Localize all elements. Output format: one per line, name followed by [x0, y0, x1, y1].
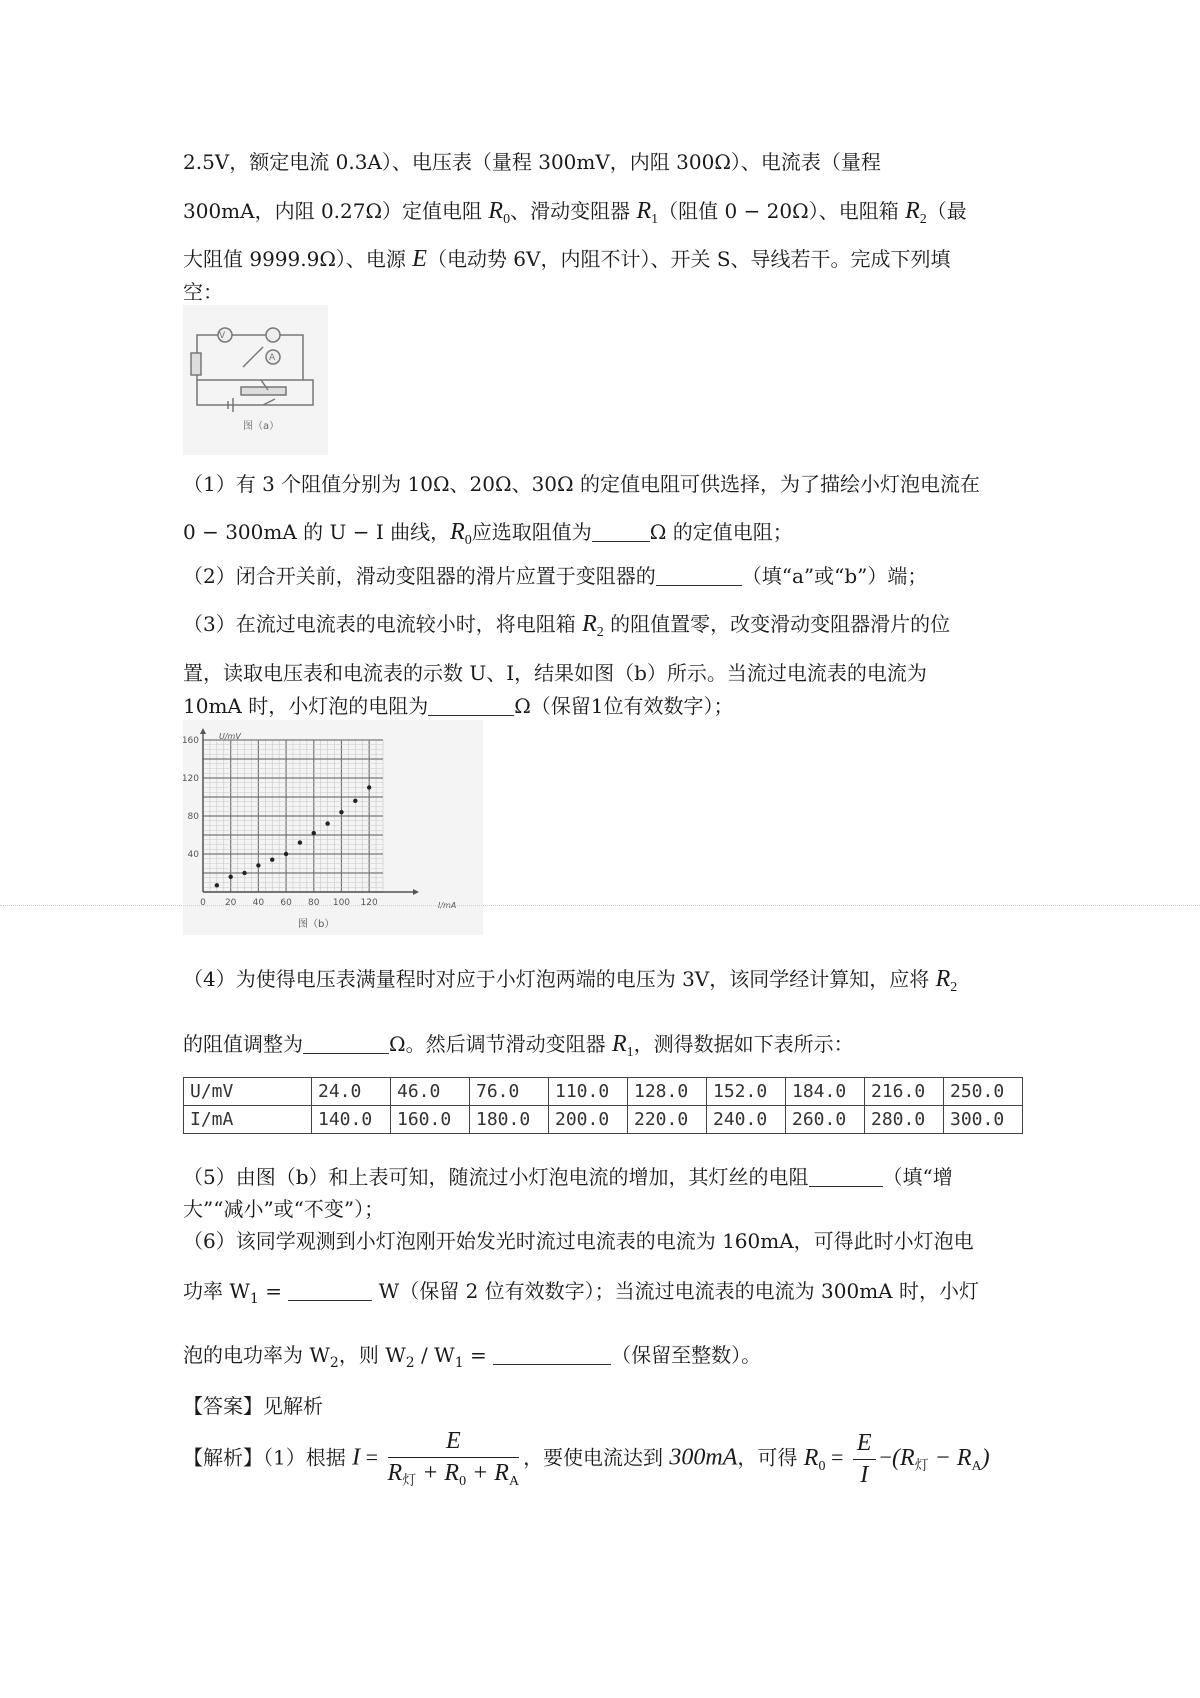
table-row-voltage [184, 1078, 1023, 1106]
y-tick-label: 80 [187, 812, 199, 822]
x-tick-label: 100 [332, 898, 351, 908]
circuit-figure [183, 305, 328, 455]
intro-line-3 [183, 245, 951, 273]
symbol-R1: $R_1$ [636, 198, 659, 227]
q3-line-3 [183, 692, 734, 720]
q6-text-3c: / W [414, 1343, 455, 1367]
q6-line-1 [183, 1227, 974, 1255]
data-point [353, 799, 357, 803]
q2-line [183, 562, 927, 590]
q6-text-2c: W（保留 2 位有效数字）；当流过电流表的电流为 300mA 时，小灯 [372, 1279, 979, 1303]
q2-text-b: （填“a”或“b”）端； [741, 564, 928, 588]
intro-text-2a: 300mA，内阻 0.27Ω）定值电阻 [183, 199, 489, 223]
data-point [256, 863, 260, 867]
symbol-R0: $R_0$ [450, 519, 472, 548]
ui-chart [183, 720, 483, 935]
symbol-R1: $R_1$ [611, 1031, 634, 1060]
table-cell: 250.0 [944, 1078, 1023, 1106]
q3-line-1 [183, 610, 950, 647]
analysis-line: 【解析】（1）根据 I = $\frac{E}{R_灯 + R_0 + R_A}$ ，要使电流达到 300mA，可得 $R_0$ = $\frac{E}{I}$ $-(R_灯 - R_A)$ [183, 1428, 990, 1489]
chart-caption: 图（b） [298, 919, 335, 930]
table-cell: 140.0 [312, 1106, 391, 1134]
symbol-R2: $R_2$ [935, 966, 958, 995]
q5-answer-blank[interactable] [809, 1166, 883, 1187]
x-axis-arrow [413, 889, 419, 895]
symbol-R0: $R_0$ [803, 1444, 826, 1474]
page-separator [0, 905, 1200, 906]
intro-text-2c: （阻值 0 − 20Ω）、电阻箱 [658, 199, 906, 223]
q3-text-1a: （3）在流过电流表的电流较小时，将电阻箱 [183, 612, 583, 636]
q1-line-2 [183, 518, 793, 555]
bracket-expression: $(R_灯 - R_A)$ [891, 1444, 990, 1474]
table-cell: 260.0 [786, 1106, 865, 1134]
y-axis-arrow [200, 728, 206, 734]
q6-text-2b: = [258, 1279, 289, 1303]
table-cell: 110.0 [549, 1078, 628, 1106]
circuit-diagram [183, 305, 328, 455]
intro-text-3a: 大阻值 9999.9Ω）、电源 [183, 247, 413, 271]
x-tick-label: 20 [224, 898, 237, 908]
q1-text-2a: 0 − 300mA 的 U − I 曲线， [183, 520, 451, 544]
analysis-text-a: （1）根据 [263, 1445, 353, 1470]
x-tick-label: 80 [308, 898, 320, 908]
intro-text-2b: 、滑动变阻器 [510, 199, 637, 223]
table-cell: 240.0 [707, 1106, 786, 1134]
table-cell: 46.0 [391, 1078, 470, 1106]
q1-text-1: （1）有 3 个阻值分别为 10Ω、20Ω、30Ω 的定值电阻可供选择，为了描绘小灯泡电流在 [183, 472, 980, 496]
table-cell: 220.0 [628, 1106, 707, 1134]
q1-answer-blank[interactable] [592, 521, 650, 542]
svg-text:V: V [219, 331, 226, 341]
q4-line-2 [183, 1030, 854, 1067]
data-point [284, 852, 288, 856]
table-row-label: U/mV [184, 1078, 312, 1106]
subscript-2: 2 [405, 1355, 415, 1371]
analysis-label: 【解析】 [183, 1445, 263, 1470]
q5-text-1b: （填“增 [882, 1165, 953, 1189]
q6-line-2 [183, 1277, 979, 1313]
subscript-2: 2 [329, 1355, 339, 1371]
fraction-E-over-I [853, 1430, 876, 1489]
q6-answer-blank-2[interactable] [493, 1344, 611, 1365]
fraction-ohm-law [388, 1428, 520, 1490]
symbol-R2: $R_2$ [905, 198, 927, 227]
symbol-R0: $R_0$ [488, 198, 511, 227]
fraction-denominator: I [860, 1461, 869, 1488]
q3-text-3b: Ω（保留1位有效数字）； [514, 694, 734, 718]
q6-text-3b: ，则 W [338, 1343, 406, 1367]
q4-line-1 [183, 965, 957, 1002]
intro-line-4 [183, 278, 223, 306]
intro-text-1: 2.5V，额定电流 0.3A）、电压表（量程 300mV，内阻 300Ω）、电流表（量程 [183, 150, 881, 174]
table-cell: 24.0 [312, 1078, 391, 1106]
intro-line-1 [183, 148, 881, 176]
q4-text-2a: 的阻值调整为 [183, 1032, 303, 1056]
fraction-denominator: $R_灯 + R_0 + R_A$ [387, 1460, 520, 1489]
data-point [242, 871, 246, 875]
q6-line-3 [183, 1341, 761, 1377]
table-cell: 300.0 [944, 1106, 1023, 1134]
q2-text-a: （2）闭合开关前，滑动变阻器的滑片应置于变阻器的 [183, 564, 656, 588]
symbol-I: I [352, 1444, 361, 1471]
q6-text-1: （6）该同学观测到小灯泡刚开始发光时流过电流表的电流为 160mA，可得此时小灯泡电 [183, 1229, 974, 1253]
table-cell: 152.0 [707, 1078, 786, 1106]
table-cell: 280.0 [865, 1106, 944, 1134]
data-point [270, 858, 274, 862]
q1-text-2b: 应选取阻值为 [471, 520, 592, 544]
data-point [228, 875, 232, 879]
x-axis-label: I/mA [438, 901, 457, 910]
answer-line [183, 1392, 323, 1420]
intro-text-4: 空： [183, 280, 223, 304]
data-table [183, 1077, 1023, 1134]
intro-line-2 [183, 197, 967, 234]
x-tick-label: 120 [360, 898, 378, 908]
q6-text-2a: 功率 W [183, 1279, 250, 1303]
q3-answer-blank[interactable] [428, 695, 514, 716]
data-point [325, 821, 329, 825]
q4-text-1a: （4）为使得电压表满量程时对应于小灯泡两端的电压为 3V，该同学经计算知，应将 [183, 967, 936, 991]
analysis-current: 300mA [669, 1444, 738, 1471]
q4-text-2c: ，测得数据如下表所示： [633, 1032, 854, 1056]
intro-text-3b: （电动势 6V，内阻不计）、开关 S、导线若干。完成下列填 [426, 247, 951, 271]
data-point [298, 840, 302, 844]
symbol-R2: $R_2$ [582, 611, 604, 640]
data-point [339, 810, 343, 814]
q1-line-1 [183, 470, 980, 498]
q5-text-1a: （5）由图（b）和上表可知，随流过小灯泡电流的增加，其灯丝的电阻 [183, 1165, 809, 1189]
chart-grid [203, 740, 383, 892]
q4-answer-blank[interactable] [303, 1033, 389, 1054]
y-axis-label: U/mV [219, 732, 241, 741]
intro-text-2d: （最 [926, 199, 967, 223]
table-cell: 76.0 [470, 1078, 549, 1106]
data-point [312, 831, 316, 835]
table-cell: 180.0 [470, 1106, 549, 1134]
y-tick-label: 120 [183, 774, 199, 784]
x-tick-label: 40 [252, 898, 265, 908]
q5-line-1 [183, 1163, 953, 1191]
y-tick-label: 160 [183, 736, 199, 746]
analysis-text-c: ，可得 [737, 1445, 804, 1470]
data-point [367, 785, 371, 789]
subscript-1: 1 [249, 1291, 259, 1307]
q6-text-3a: 泡的电功率为 W [183, 1343, 330, 1367]
symbol-E: E [412, 246, 427, 272]
table-cell: 128.0 [628, 1078, 707, 1106]
q2-answer-blank[interactable] [656, 565, 742, 586]
minus-sign: − [879, 1444, 892, 1470]
table-row-label: I/mA [184, 1106, 312, 1134]
q1-text-2c: Ω 的定值电阻； [649, 520, 793, 544]
q6-text-3e: （保留至整数）。 [611, 1343, 762, 1367]
x-tick-label: 0 [200, 898, 206, 908]
fraction-numerator: E [388, 1428, 520, 1458]
q3-line-2 [183, 659, 927, 687]
subscript-1: 1 [454, 1355, 464, 1371]
data-point [215, 883, 219, 887]
answer-text: 【答案】见解析 [183, 1394, 323, 1418]
chart-figure [183, 720, 483, 935]
table-cell: 200.0 [549, 1106, 628, 1134]
table-cell: 160.0 [391, 1106, 470, 1134]
q6-answer-blank-1[interactable] [288, 1280, 372, 1301]
table-row-current [184, 1106, 1023, 1134]
svg-text:A: A [269, 353, 276, 363]
y-tick-label: 40 [187, 850, 199, 860]
q6-text-3d: = [463, 1343, 494, 1367]
q4-text-2b: Ω。然后调节滑动变阻器 [389, 1032, 612, 1056]
fraction-numerator: E [853, 1430, 876, 1460]
q5-text-2: 大”“减小”或“不变”）； [183, 1197, 385, 1221]
q3-text-2: 置，读取电压表和电流表的示数 U、I，结果如图（b）所示。当流过电流表的电流为 [183, 661, 927, 685]
q5-line-2 [183, 1195, 384, 1223]
circuit-caption: 图（a） [243, 421, 280, 432]
table-cell: 184.0 [786, 1078, 865, 1106]
q3-text-1b: 的阻值置零，改变滑动变阻器滑片的位 [603, 612, 951, 636]
q3-text-3a: 10mA 时，小灯泡的电阻为 [183, 694, 429, 718]
table-cell: 216.0 [865, 1078, 944, 1106]
x-tick-label: 60 [280, 898, 292, 908]
analysis-text-b: ，要使电流达到 [523, 1445, 670, 1470]
